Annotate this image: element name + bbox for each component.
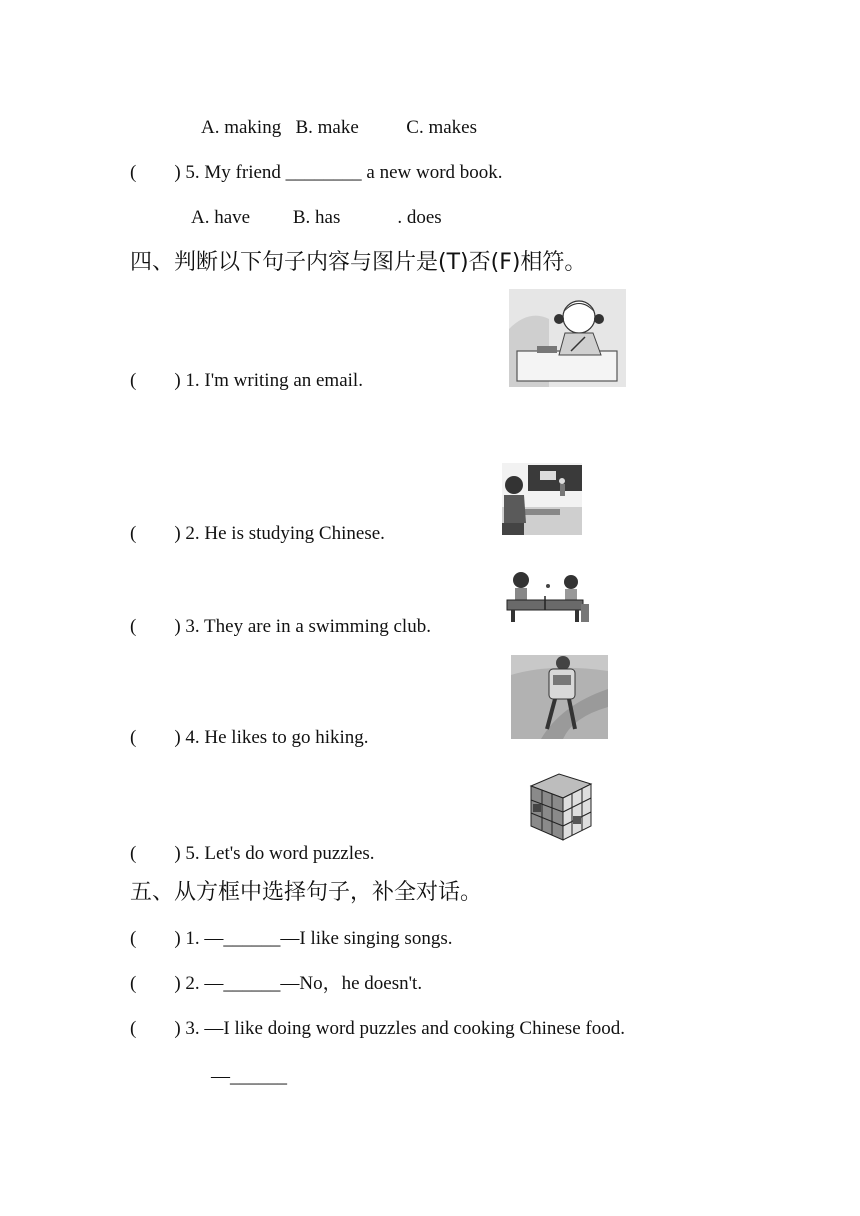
section4-item-2: ( ) 2. He is studying Chinese.: [130, 523, 385, 544]
q5-options: A. have B. has . does: [191, 207, 442, 228]
section5-heading: 五、从方框中选择句子，补全对话。: [130, 880, 483, 905]
rubiks-cube-picture: [525, 770, 595, 846]
section4-heading: 四、判断以下句子内容与图片是(T)否(F)相符。: [130, 250, 587, 275]
section5-item-3-answer: —______: [211, 1066, 287, 1087]
boy-hiking-with-backpack-picture: [511, 655, 608, 739]
q4-options: A. making B. make C. makes: [201, 117, 477, 138]
boy-in-classroom-picture: [502, 463, 582, 535]
section5-item-2: ( ) 2. —______—No，he doesn't.: [130, 973, 423, 994]
kids-playing-ping-pong-picture: [503, 570, 591, 624]
section4-item-5: ( ) 5. Let's do word puzzles.: [130, 843, 375, 864]
section5-item-3: ( ) 3. —I like doing word puzzles and cooking Chinese food.: [130, 1018, 625, 1039]
q5-question: ( ) 5. My friend ________ a new word book.: [130, 162, 503, 183]
section5-item-1: ( ) 1. —______—I like singing songs.: [130, 928, 453, 949]
girl-writing-at-desk-picture: [509, 289, 626, 387]
section4-item-1: ( ) 1. I'm writing an email.: [130, 370, 363, 391]
section4-item-4: ( ) 4. He likes to go hiking.: [130, 727, 369, 748]
section4-item-3: ( ) 3. They are in a swimming club.: [130, 616, 431, 637]
